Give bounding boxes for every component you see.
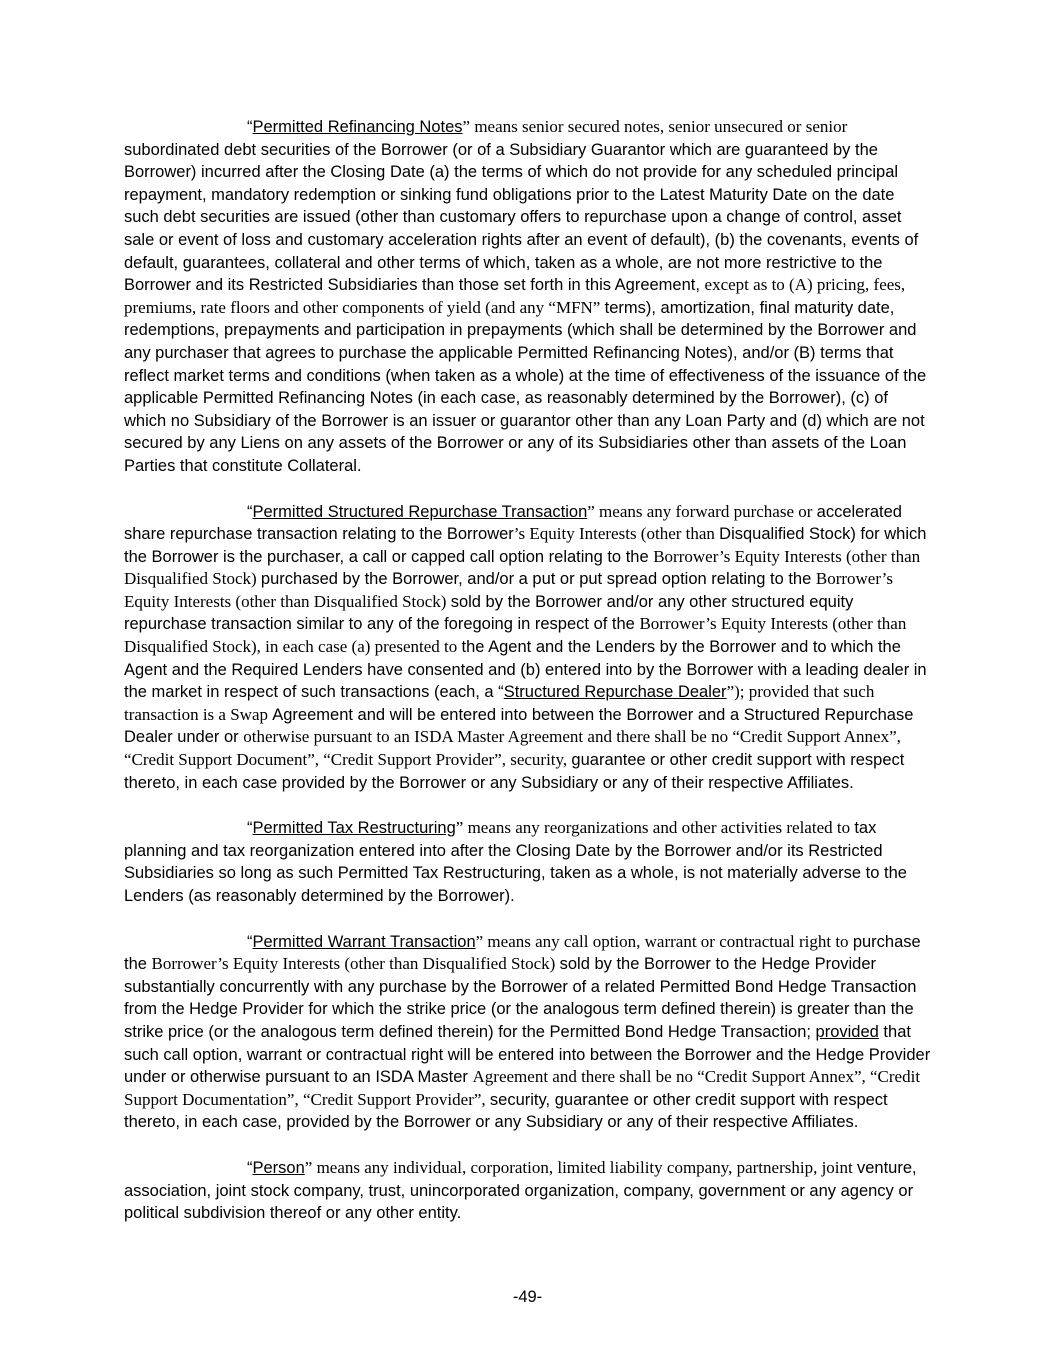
paragraph-permitted-structured-repurchase-transaction [124,501,932,795]
defined-term: Permitted Tax Restructuring [252,819,456,838]
text-segment: Disqualified Stock) for which the Borrower is the purchaser, a call or capped call option relating to the [124,525,927,566]
text-segment: security, guarantee or other credit support with respect thereto, in each case, provided by the Borrower or any Subsidiary or any of their respective Affiliates. [124,1090,888,1132]
text-segment: sold by the Borrower to the Hedge Provider substantially concurrently with any purchase by the Borrower of a related Permitted Bond Hedge Transaction from the Hedge Provider for which the strike price (or the analogous term defined therein) is greater than the strike price (or the analogous term defined therein) for the Permitted Bond Hedge Transaction; [124,955,917,1041]
text-segment: “ [247,819,253,838]
paragraph-permitted-refinancing-notes [124,116,932,478]
text-segment: sold by the Borrower and/or any other structured equity repurchase transaction similar to any of the foregoing in respect of the [124,592,854,634]
text-segment: ”); provided that such transaction is a Swap [124,682,875,724]
text-segment: Borrower’s Equity Interests (other than Disqualified Stock), in each case (a) presented to [124,614,907,657]
defined-term: Permitted Structured Repurchase Transaction [252,502,588,521]
text-segment: “ [247,502,253,521]
text-segment: otherwise pursuant to an ISDA Master Agreement and there shall be no “Credit Support Annex”, “Credit Support Document”, “Credit Support Provider”, security, [124,727,901,770]
text-segment: Borrower’s Equity Interests (other than Disqualified Stock) [124,569,893,611]
text-segment: except as to (A) pricing, fees, premiums, rate floors and other components of yield (and any “MFN” [124,275,906,317]
text-segment: subordinated debt securities of the Borrower (or of a Subsidiary Guarantor which are guaranteed by the Borrower) incurred after the Closing Date (a) the terms of which do not provide for any scheduled principal repayment, mandatory redemption or sinking fund obligations prior to the Latest Maturity Date on the date such debt securities are issued (other than customary offers to repurchase upon a change of control, asset sale or event of loss and customary acceleration rights after an event of default), (b) the covenants, events of default, guarantees, collateral and other terms of which, taken as a whole, are not more restrictive to the Borrower and its Restricted Subsidiaries than those set forth in this Agreement, [124,140,919,295]
defined-term: Structured Repurchase Dealer [503,683,727,702]
text-segment: ’s Equity Interests (other than [513,524,720,544]
text-segment: “ [247,1158,253,1177]
text-segment: ” means any individual, corporation, limited liability company, partnership, joint [304,1157,857,1177]
text-segment: guarantee or other credit support with respect thereto, in each case provided by the Borrower or any Subsidiary or any of their respective Affiliates. [124,751,905,792]
paragraph-permitted-warrant-transaction [124,931,932,1134]
text-segment: terms), amortization, final maturity date, redemptions, prepayments and participation in prepayments (which shall be determined by the Borrower and any purchaser that agrees to purchase the applicable Permitted Refinancing Notes), and/or (B) terms that reflect market terms and conditions (when taken as a whole) at the time of effectiveness of the issuance of the applicable Permitted Refinancing Notes (in each case, as reasonably determined by the Borrower), (c) of which no Subsidiary of the Borrower is an issuer or guarantor other than any Loan Party and (d) which are not secured by any Liens on any assets of the Borrower or any of its Subsidiaries other than assets of the Loan Parties that constitute Collateral. [124,298,927,475]
text-segment: purchased by the Borrower, and/or a put or put spread option relating to the [260,570,816,589]
text-segment: ” means senior secured notes, senior unsecured or senior [462,117,848,136]
text-segment: Borrower’s Equity Interests (other than Disqualified Stock) [124,546,921,589]
paragraph-person [124,1157,932,1225]
emphasis-term: provided [815,1022,879,1041]
text-segment: the Agent and the Lenders by the Borrower and to which the Agent and the Required Lenders have consented and (b) entered into by the Borrower with a leading dealer in the market in respect of such transactions (each, a “ [124,638,927,702]
defined-term: Permitted Refinancing Notes [252,118,463,136]
text-segment: Agreement and will be entered into between the Borrower and a Structured Repurchase Dealer under or [124,705,914,747]
text-segment: ” means any reorganizations and other activities related to [455,818,855,838]
text-segment: “ [247,118,253,136]
text-segment: “ [247,932,253,951]
text-segment: ” means any forward purchase or [587,501,817,521]
text-segment: tax planning and tax reorganization entered into after the Closing Date by the Borrower and/or its Restricted Subsidiaries so long as such Permitted Tax Restructuring, taken as a whole, is not materially adverse to the Lenders (as reasonably determined by the Borrower). [124,819,907,905]
text-segment: Borrower’s Equity Interests (other than Disqualified Stock) [151,954,560,974]
text-segment: purchase the [124,932,921,974]
defined-term: Person [252,1158,305,1177]
page-number: -49- [512,1288,543,1306]
text-segment: ” means any call option, warrant or contractual right to [475,931,853,951]
document-body [124,116,932,1248]
text-segment: Agreement and there shall be no “Credit Support Annex”, “Credit Support Documentation”, “Credit Support Provider”, [124,1067,921,1109]
text-segment: venture, association, joint stock company, trust, unincorporated organization, company, government or any agency or political subdivision thereof or any other entity. [124,1158,917,1223]
paragraph-permitted-tax-restructuring [124,817,932,907]
text-segment: accelerated share repurchase transaction relating to the Borrower [124,502,902,544]
text-segment: that such call option, warrant or contractual right will be entered into between the Borrower and the Hedge Provider under or otherwise pursuant to an ISDA Master [124,1022,931,1087]
defined-term: Permitted Warrant Transaction [252,932,476,951]
